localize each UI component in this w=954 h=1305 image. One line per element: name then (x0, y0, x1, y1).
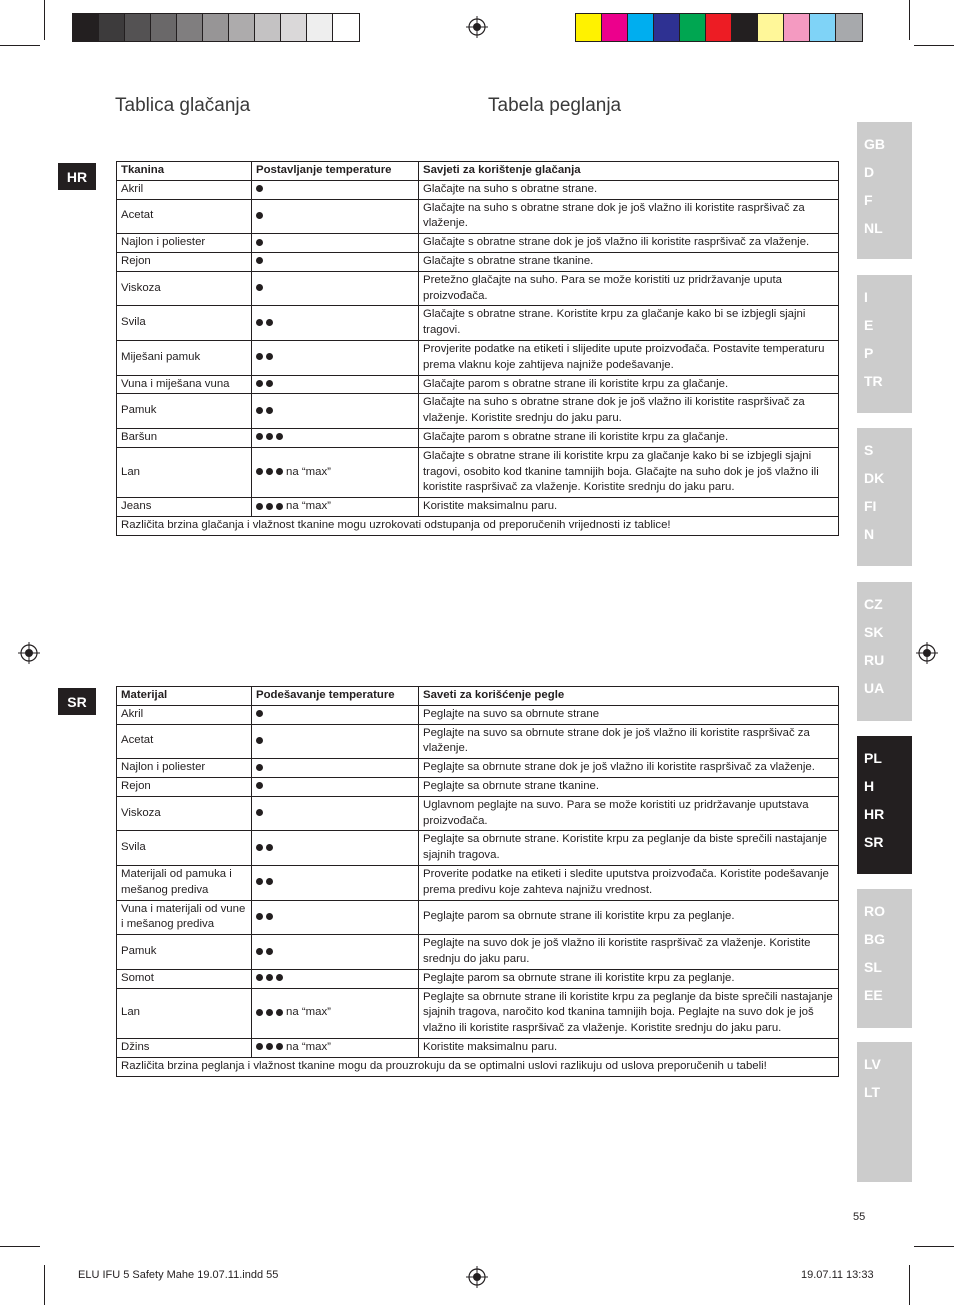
gray-swatch (99, 14, 125, 41)
tip-cell: Glačajte s obratne strane dok je još vlažno ili koristite raspršivač za vlaženje. (419, 234, 839, 253)
temperature-cell (252, 306, 419, 341)
footer-date: 19.07.11 13:33 (801, 1269, 874, 1281)
tip-cell: Glačajte s obratne strane ili koristite krpu za glačanje kako bi se izbjegli sjajni tragovi, osobito kod tkanine tamnijih boja. Glačajte na suho dok je još vlažno ili koristite raspršivač za vlaženje. Koristite srednju do jaku paru. (419, 447, 839, 497)
column-header-tips: Saveti za korišćenje pegle (419, 687, 839, 706)
temperature-dot-icon (256, 782, 263, 789)
temperature-dot-icon (256, 257, 263, 264)
tip-cell: Peglajte sa obrnute strane dok je još vlažno ili koristite raspršivač za vlaženje. (419, 759, 839, 778)
tip-cell: Glačajte parom s obratne strane ili koristite krpu za glačanje. (419, 428, 839, 447)
temperature-dot-icon (256, 1043, 263, 1050)
temperature-dot-icon (266, 353, 273, 360)
tip-cell: Pretežno glačajte na suho. Para se može koristiti uz pridržavanje uputa proizvođača. (419, 271, 839, 306)
language-code: TR (864, 373, 883, 389)
temperature-cell (252, 340, 419, 375)
table-row (117, 777, 839, 796)
process-swatch (784, 14, 810, 41)
language-code: LT (864, 1084, 881, 1100)
fabric-cell: Lan (117, 988, 252, 1038)
temperature-dot-icon (256, 710, 263, 717)
language-code: RO (864, 903, 885, 919)
column-header-fabric: Materijal (117, 687, 252, 706)
language-code: EE (864, 987, 883, 1003)
temperature-max-label: na “max” (286, 1006, 331, 1019)
table-row (117, 724, 839, 759)
table-note: Različita brzina glačanja i vlažnost tkanine mogu uzrokovati odstupanja od preporučenih vrijednosti iz tablice! (117, 516, 839, 535)
table-row (117, 199, 839, 234)
table-note-row (117, 516, 839, 535)
grayscale-color-bar (72, 13, 360, 42)
crop-mark (44, 0, 45, 40)
fabric-cell: Baršun (117, 428, 252, 447)
language-code: CZ (864, 596, 883, 612)
language-tab-group[interactable] (857, 275, 912, 413)
process-swatch (628, 14, 654, 41)
fabric-cell: Jeans (117, 498, 252, 517)
table-header-row (117, 162, 839, 181)
tip-cell: Peglajte na suvo dok je još vlažno ili koristite raspršivač za vlaženje. Koristite srednju do jaku paru. (419, 935, 839, 970)
language-code: I (864, 289, 868, 305)
language-tab-group[interactable] (857, 582, 912, 721)
table-row (117, 375, 839, 394)
temperature-cell (252, 865, 419, 900)
temperature-cell (252, 252, 419, 271)
temperature-dot-icon (276, 974, 283, 981)
fabric-cell: Vuna i miješana vuna (117, 375, 252, 394)
page-number: 55 (853, 1211, 866, 1223)
fabric-cell: Viskoza (117, 271, 252, 306)
language-code: H (864, 778, 875, 794)
crop-mark (909, 0, 910, 40)
tip-cell: Peglajte sa obrnute strane tkanine. (419, 777, 839, 796)
registration-mark-icon (18, 642, 40, 664)
fabric-cell: Pamuk (117, 394, 252, 429)
temperature-dot-icon (256, 380, 263, 387)
tip-cell: Peglajte na suvo sa obrnute strane dok je još vlažno ili koristite raspršivač za vlaženje. (419, 724, 839, 759)
gray-swatch (307, 14, 333, 41)
table-row (117, 306, 839, 341)
temperature-dot-icon (266, 503, 273, 510)
crop-mark (909, 1265, 910, 1305)
tip-cell: Koristite maksimalnu paru. (419, 1038, 839, 1057)
language-code: UA (864, 680, 885, 696)
temperature-cell (252, 724, 419, 759)
table-row (117, 988, 839, 1038)
fabric-cell: Materijali od pamuka i mešanog prediva (117, 865, 252, 900)
temperature-cell (252, 180, 419, 199)
crop-mark (44, 1265, 45, 1305)
fabric-cell: Acetat (117, 199, 252, 234)
temperature-dot-icon (266, 844, 273, 851)
temperature-max-label: na “max” (286, 1040, 331, 1053)
table-row (117, 796, 839, 831)
process-swatch (810, 14, 836, 41)
registration-mark-icon (466, 1266, 488, 1288)
language-code: HR (864, 806, 885, 822)
temperature-cell (252, 759, 419, 778)
tip-cell: Proverite podatke na etiketi i sledite uputstva proizvođača. Koristite podešavanje prema predivu koje zahteva najnižu vrednost. (419, 865, 839, 900)
crop-mark (0, 1246, 40, 1247)
language-code: E (864, 317, 874, 333)
gray-swatch (73, 14, 99, 41)
process-swatch (732, 14, 758, 41)
footer-file: ELU IFU 5 Safety Mahe 19.07.11.indd 55 (78, 1269, 279, 1281)
gray-swatch (255, 14, 281, 41)
temperature-dot-icon (266, 407, 273, 414)
fabric-cell: Vuna i materijali od vune i mešanog prediva (117, 900, 252, 935)
table-row (117, 252, 839, 271)
gray-swatch (151, 14, 177, 41)
temperature-dot-icon (266, 948, 273, 955)
temperature-dot-icon (276, 503, 283, 510)
fabric-cell: Akril (117, 180, 252, 199)
temperature-dot-icon (276, 433, 283, 440)
temperature-cell (252, 498, 419, 517)
temperature-dot-icon (256, 407, 263, 414)
temperature-dot-icon (266, 913, 273, 920)
table-row (117, 394, 839, 429)
temperature-max-label: na “max” (286, 500, 331, 513)
language-code: GB (864, 136, 885, 152)
temperature-dot-icon (276, 1009, 283, 1016)
temperature-cell (252, 935, 419, 970)
table-note: Različita brzina peglanja i vlažnost tkanine mogu da prouzrokuju da se optimalni uslovi razlikuju od uslova preporučenih u tabeli! (117, 1057, 839, 1076)
fabric-cell: Viskoza (117, 796, 252, 831)
column-header-temperature: Postavljanje temperature (252, 162, 419, 181)
gray-swatch (177, 14, 203, 41)
temperature-dot-icon (256, 433, 263, 440)
fabric-cell: Acetat (117, 724, 252, 759)
temperature-dot-icon (256, 185, 263, 192)
temperature-cell (252, 234, 419, 253)
language-code: F (864, 192, 873, 208)
fabric-cell: Rejon (117, 777, 252, 796)
tip-cell: Glačajte parom s obratne strane ili koristite krpu za glačanje. (419, 375, 839, 394)
language-code: SK (864, 624, 884, 640)
temperature-cell (252, 988, 419, 1038)
language-tab-group[interactable] (857, 1042, 912, 1182)
language-label-sr: SR (58, 688, 96, 715)
process-swatch (836, 14, 862, 41)
temperature-dot-icon (266, 878, 273, 885)
table-row (117, 180, 839, 199)
temperature-dot-icon (256, 844, 263, 851)
language-code: BG (864, 931, 885, 947)
temperature-cell (252, 969, 419, 988)
process-swatch (706, 14, 732, 41)
gray-swatch (333, 14, 359, 41)
fabric-cell: Najlon i poliester (117, 234, 252, 253)
temperature-dot-icon (266, 380, 273, 387)
table-row (117, 428, 839, 447)
language-code: PL (864, 750, 882, 766)
tip-cell: Glačajte na suho s obratne strane. (419, 180, 839, 199)
gray-swatch (281, 14, 307, 41)
tip-cell: Provjerite podatke na etiketi i slijedite upute proizvođača. Postavite temperaturu prema vlaknu koje zahtijeva najniže podešavanje. (419, 340, 839, 375)
temperature-dot-icon (266, 433, 273, 440)
fabric-cell: Lan (117, 447, 252, 497)
tip-cell: Peglajte sa obrnute strane. Koristite krpu za peglanje da biste sprečili nastajanje sjajnih tragova. (419, 831, 839, 866)
tip-cell: Glačajte na suho s obratne strane dok je još vlažno ili koristite raspršivač za vlaženje. Koristite srednju do jaku paru. (419, 394, 839, 429)
table-row (117, 969, 839, 988)
temperature-cell (252, 447, 419, 497)
crop-mark (0, 45, 40, 46)
tip-cell: Uglavnom peglajte na suvo. Para se može koristiti uz pridržavanje uputstava proizvođača. (419, 796, 839, 831)
temperature-dot-icon (256, 212, 263, 219)
crop-mark (914, 1246, 954, 1247)
tip-cell: Glačajte na suho s obratne strane dok je još vlažno ili koristite raspršivač za vlaženje. (419, 199, 839, 234)
tip-cell: Peglajte parom sa obrnute strane ili koristite krpu za peglanje. (419, 969, 839, 988)
table-row (117, 935, 839, 970)
fabric-cell: Rejon (117, 252, 252, 271)
process-color-bar (575, 13, 863, 42)
table-row (117, 340, 839, 375)
tip-cell: Glačajte s obratne strane. Koristite krpu za glačanje kako bi se izbjegli sjajni tragovi. (419, 306, 839, 341)
temperature-dot-icon (256, 764, 263, 771)
temperature-dot-icon (256, 878, 263, 885)
registration-mark-icon (916, 642, 938, 664)
language-code: NL (864, 220, 883, 236)
process-swatch (758, 14, 784, 41)
temperature-dot-icon (256, 239, 263, 246)
tip-cell: Glačajte s obratne strane tkanine. (419, 252, 839, 271)
table-row (117, 831, 839, 866)
temperature-cell (252, 271, 419, 306)
process-swatch (576, 14, 602, 41)
table-row (117, 234, 839, 253)
column-header-tips: Savjeti za korištenje glačanja (419, 162, 839, 181)
language-code: LV (864, 1056, 881, 1072)
table-row (117, 759, 839, 778)
language-code: SL (864, 959, 882, 975)
crop-mark (914, 45, 954, 46)
temperature-dot-icon (266, 468, 273, 475)
language-code: N (864, 526, 875, 542)
fabric-cell: Pamuk (117, 935, 252, 970)
temperature-cell (252, 796, 419, 831)
temperature-dot-icon (256, 809, 263, 816)
temperature-cell (252, 1038, 419, 1057)
column-header-temperature: Podešavanje temperature (252, 687, 419, 706)
language-tab-group[interactable] (857, 736, 912, 874)
table-row (117, 498, 839, 517)
table-row (117, 865, 839, 900)
tip-cell: Peglajte na suvo sa obrnute strane (419, 705, 839, 724)
temperature-dot-icon (266, 974, 273, 981)
language-code: DK (864, 470, 885, 486)
table-note-row (117, 1057, 839, 1076)
fabric-cell: Svila (117, 831, 252, 866)
fabric-cell: Najlon i poliester (117, 759, 252, 778)
ironing-table-hr (116, 161, 839, 536)
temperature-cell (252, 394, 419, 429)
temperature-dot-icon (256, 468, 263, 475)
gray-swatch (125, 14, 151, 41)
title-sr: Tabela peglanja (488, 95, 622, 116)
title-hr: Tablica glačanja (115, 95, 251, 116)
table-row (117, 447, 839, 497)
fabric-cell: Svila (117, 306, 252, 341)
temperature-dot-icon (266, 1043, 273, 1050)
language-tab-group[interactable] (857, 122, 912, 259)
language-code: RU (864, 652, 885, 668)
fabric-cell: Džins (117, 1038, 252, 1057)
temperature-cell (252, 900, 419, 935)
table-header-row (117, 687, 839, 706)
tip-cell: Peglajte sa obrnute strane ili koristite krpu za peglanje da biste sprečili nastajanje sjajnih tragova, naročito kod tkanina tamnijih boja. Peglajte na suvo dok je još vlažno ili koristite raspršivač za vlaženje. Koristite srednju do jaku paru. (419, 988, 839, 1038)
fabric-cell: Miješani pamuk (117, 340, 252, 375)
temperature-dot-icon (276, 1043, 283, 1050)
temperature-cell (252, 831, 419, 866)
temperature-dot-icon (256, 503, 263, 510)
temperature-max-label: na “max” (286, 465, 331, 478)
table-row (117, 900, 839, 935)
temperature-dot-icon (256, 913, 263, 920)
temperature-dot-icon (256, 948, 263, 955)
temperature-cell (252, 428, 419, 447)
ironing-table-sr (116, 686, 839, 1077)
temperature-cell (252, 777, 419, 796)
temperature-dot-icon (256, 1009, 263, 1016)
language-code: P (864, 345, 874, 361)
table-row (117, 271, 839, 306)
language-tab-group[interactable] (857, 889, 912, 1028)
process-swatch (654, 14, 680, 41)
tip-cell: Koristite maksimalnu paru. (419, 498, 839, 517)
temperature-dot-icon (266, 1009, 273, 1016)
process-swatch (680, 14, 706, 41)
temperature-dot-icon (256, 353, 263, 360)
language-code: FI (864, 498, 877, 514)
temperature-cell (252, 705, 419, 724)
language-tab-group[interactable] (857, 428, 912, 566)
language-code: S (864, 442, 874, 458)
registration-mark-icon (466, 16, 488, 38)
gray-swatch (229, 14, 255, 41)
language-code: SR (864, 834, 884, 850)
process-swatch (602, 14, 628, 41)
temperature-dot-icon (256, 737, 263, 744)
fabric-cell: Akril (117, 705, 252, 724)
temperature-dot-icon (256, 974, 263, 981)
temperature-cell (252, 199, 419, 234)
temperature-dot-icon (266, 319, 273, 326)
temperature-dot-icon (256, 319, 263, 326)
temperature-cell (252, 375, 419, 394)
temperature-dot-icon (256, 284, 263, 291)
tip-cell: Peglajte parom sa obrnute strane ili koristite krpu za peglanje. (419, 900, 839, 935)
fabric-cell: Somot (117, 969, 252, 988)
table-row (117, 1038, 839, 1057)
language-code: D (864, 164, 875, 180)
column-header-fabric: Tkanina (117, 162, 252, 181)
temperature-dot-icon (276, 468, 283, 475)
gray-swatch (203, 14, 229, 41)
language-label-hr: HR (58, 163, 96, 190)
table-row (117, 705, 839, 724)
